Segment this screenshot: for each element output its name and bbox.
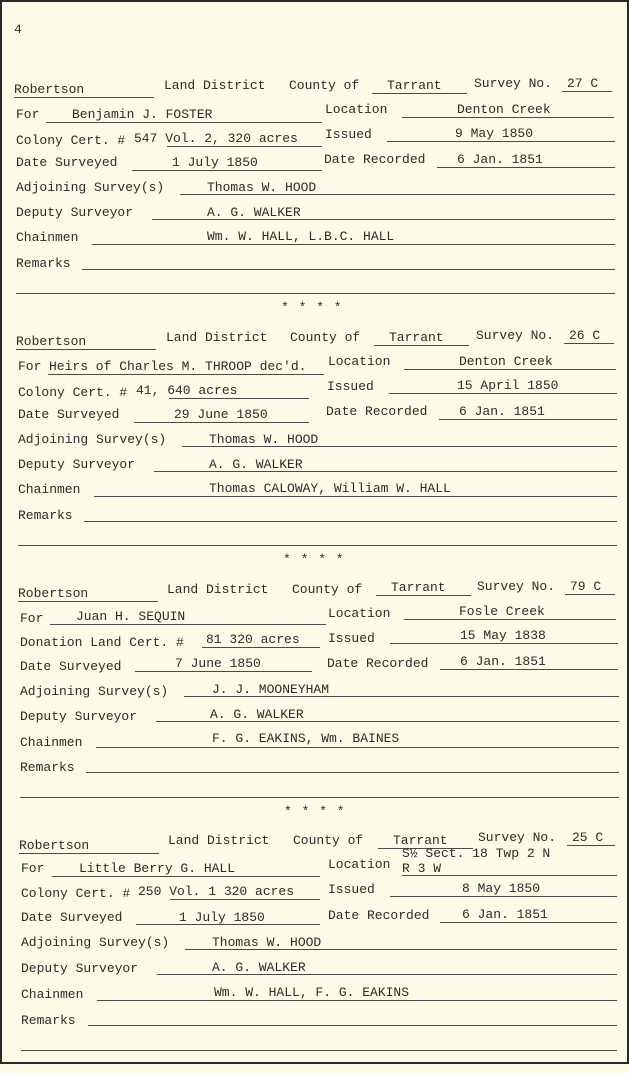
cert-underline: [170, 899, 320, 900]
remarks-line-2: [21, 1050, 617, 1051]
remarks-line-2: [20, 797, 619, 798]
page-number: 4: [14, 22, 22, 37]
date-recorded-underline: [439, 419, 617, 420]
remarks-line-2: [18, 545, 617, 546]
issued-value: 15 May 1838: [460, 628, 546, 643]
chainmen-label: Chainmen: [20, 735, 83, 750]
county-value: Tarrant: [393, 833, 448, 848]
date-surveyed-underline: [134, 422, 309, 423]
district-underline: [19, 853, 159, 854]
date-surveyed-underline: [135, 671, 312, 672]
survey-record: [2, 576, 627, 821]
chainmen-label: Chainmen: [16, 230, 79, 245]
date-surveyed-value: 7 June 1850: [175, 656, 261, 671]
deputy-label: Deputy Surveyor: [18, 457, 136, 472]
survey-record: [2, 828, 627, 1073]
for-label: For: [21, 861, 45, 876]
location-value: Denton Creek: [457, 102, 551, 117]
record-separator: * * * *: [284, 804, 346, 819]
date-recorded-underline: [437, 167, 615, 168]
cert-label: Colony Cert. #: [16, 133, 126, 148]
date-recorded-value: 6 Jan. 1851: [462, 907, 548, 922]
survey-no-value: 27 C: [567, 76, 599, 91]
county-label: County of: [290, 330, 361, 345]
remarks-label: Remarks: [16, 256, 71, 271]
cert-label: Donation Land Cert. #: [20, 635, 184, 650]
location-value: Denton Creek: [459, 354, 553, 369]
cert-label: Colony Cert. #: [18, 385, 128, 400]
chainmen-value: Wm. W. HALL, F. G. EAKINS: [214, 985, 410, 1000]
date-surveyed-value: 1 July 1850: [179, 910, 265, 925]
for-value: Benjamin J. FOSTER: [72, 107, 213, 122]
land-district-label: Land District: [164, 78, 266, 93]
county-underline: [372, 93, 467, 94]
deputy-label: Deputy Surveyor: [20, 709, 138, 724]
deputy-underline: [156, 721, 619, 722]
survey-no-underline: [562, 91, 612, 92]
location-label: Location: [325, 102, 388, 117]
chainmen-underline: [96, 747, 619, 748]
survey-no-value: 25 C: [572, 830, 604, 845]
remarks-underline: [82, 269, 615, 270]
county-label: County of: [292, 582, 363, 597]
date-recorded-value: 6 Jan. 1851: [460, 654, 546, 669]
district-underline: [16, 349, 156, 350]
adjoining-value: Thomas W. HOOD: [209, 432, 319, 447]
cert-underline: [202, 647, 320, 648]
issued-label: Issued: [328, 882, 375, 897]
issued-underline: [390, 896, 617, 897]
deputy-value: A. G. WALKER: [210, 707, 304, 722]
location-label: Location: [328, 857, 391, 872]
remarks-underline: [86, 772, 619, 773]
district-underline: [14, 97, 154, 98]
chainmen-label: Chainmen: [21, 987, 84, 1002]
location-label: Location: [328, 606, 391, 621]
land-district-label: Land District: [167, 582, 269, 597]
county-value: Tarrant: [389, 330, 444, 345]
adjoining-label: Adjoining Survey(s): [16, 180, 165, 195]
deputy-underline: [154, 471, 617, 472]
chainmen-underline: [92, 244, 615, 245]
cert-value: 547 Vol. 2, 320 acres: [134, 131, 298, 146]
survey-no-label: Survey No.: [477, 579, 556, 594]
date-surveyed-underline: [132, 170, 322, 171]
survey-record: [2, 72, 627, 317]
issued-value: 9 May 1850: [455, 126, 534, 141]
adjoining-underline: [184, 696, 619, 697]
chainmen-underline: [94, 496, 617, 497]
location-value: S½ Sect. 18 Twp 2 N: [402, 846, 551, 861]
date-surveyed-label: Date Surveyed: [20, 659, 122, 674]
for-value: Juan H. SEQUIN: [76, 609, 186, 624]
survey-no-underline: [567, 845, 615, 846]
date-recorded-label: Date Recorded: [327, 656, 429, 671]
deputy-label: Deputy Surveyor: [16, 205, 134, 220]
land-district-label: Land District: [166, 330, 268, 345]
chainmen-label: Chainmen: [18, 482, 81, 497]
for-label: For: [16, 107, 40, 122]
date-surveyed-label: Date Surveyed: [21, 910, 123, 925]
land-district-label: Land District: [168, 833, 270, 848]
chainmen-underline: [97, 1000, 617, 1001]
for-underline: [48, 374, 324, 375]
date-recorded-underline: [440, 669, 618, 670]
remarks-underline: [88, 1025, 617, 1026]
deputy-value: A. G. WALKER: [209, 457, 303, 472]
survey-record: [2, 324, 627, 569]
record-separator: * * * *: [283, 552, 345, 567]
location-underline: [402, 875, 617, 876]
for-underline: [46, 122, 322, 123]
for-value: Heirs of Charles M. THROOP dec'd.: [49, 359, 307, 374]
adjoining-value: Thomas W. HOOD: [207, 180, 317, 195]
district-underline: [18, 601, 158, 602]
county-label: County of: [289, 78, 360, 93]
date-recorded-value: 6 Jan. 1851: [459, 404, 545, 419]
date-recorded-underline: [440, 922, 617, 923]
location-value-line2: R 3 W: [402, 861, 442, 876]
for-underline: [50, 624, 326, 625]
remarks-underline: [84, 521, 617, 522]
chainmen-value: Thomas CALOWAY, William W. HALL: [209, 481, 451, 496]
county-label: County of: [293, 833, 364, 848]
district-value: Robertson: [18, 586, 89, 601]
location-label: Location: [328, 354, 391, 369]
date-surveyed-underline: [136, 924, 320, 925]
adjoining-label: Adjoining Survey(s): [20, 684, 169, 699]
deputy-underline: [152, 219, 615, 220]
issued-label: Issued: [327, 379, 374, 394]
deputy-label: Deputy Surveyor: [21, 961, 139, 976]
adjoining-label: Adjoining Survey(s): [21, 935, 170, 950]
adjoining-label: Adjoining Survey(s): [18, 432, 167, 447]
remarks-label: Remarks: [18, 508, 73, 523]
survey-no-underline: [564, 343, 614, 344]
adjoining-underline: [180, 194, 615, 195]
adjoining-value: Thomas W. HOOD: [212, 935, 322, 950]
cert-underline: [167, 146, 322, 147]
survey-no-value: 26 C: [569, 328, 601, 343]
issued-underline: [389, 393, 617, 394]
location-underline: [404, 369, 616, 370]
remarks-label: Remarks: [20, 760, 75, 775]
for-label: For: [20, 611, 44, 626]
date-surveyed-value: 29 June 1850: [174, 407, 268, 422]
date-surveyed-label: Date Surveyed: [16, 155, 118, 170]
date-recorded-value: 6 Jan. 1851: [457, 152, 543, 167]
survey-no-value: 79 C: [570, 579, 602, 594]
issued-value: 15 April 1850: [457, 378, 559, 393]
cert-value: 41, 640 acres: [136, 383, 238, 398]
deputy-value: A. G. WALKER: [207, 205, 301, 220]
adjoining-underline: [185, 949, 617, 950]
survey-no-label: Survey No.: [476, 328, 555, 343]
for-value: Little Berry G. HALL: [79, 861, 236, 876]
cert-underline: [169, 398, 309, 399]
adjoining-underline: [182, 446, 617, 447]
issued-underline: [387, 141, 615, 142]
location-underline: [402, 117, 614, 118]
date-recorded-label: Date Recorded: [328, 908, 430, 923]
date-recorded-label: Date Recorded: [326, 404, 428, 419]
cert-value: 250 Vol. 1 320 acres: [138, 884, 295, 899]
adjoining-value: J. J. MOONEYHAM: [212, 682, 330, 697]
issued-label: Issued: [328, 631, 375, 646]
county-underline: [374, 345, 469, 346]
county-underline: [376, 595, 471, 596]
issued-value: 8 May 1850: [462, 881, 541, 896]
survey-no-label: Survey No.: [474, 76, 553, 91]
chainmen-value: Wm. W. HALL, L.B.C. HALL: [207, 229, 395, 244]
survey-no-label: Survey No.: [478, 830, 557, 845]
district-value: Robertson: [16, 334, 87, 349]
remarks-line-2: [16, 293, 615, 294]
cert-label: Colony Cert. #: [21, 886, 131, 901]
issued-label: Issued: [325, 127, 372, 142]
county-value: Tarrant: [391, 580, 446, 595]
remarks-label: Remarks: [21, 1013, 76, 1028]
chainmen-value: F. G. EAKINS, Wm. BAINES: [212, 731, 400, 746]
cert-value: 81 320 acres: [206, 632, 300, 647]
survey-no-underline: [565, 594, 615, 595]
deputy-value: A. G. WALKER: [212, 960, 306, 975]
for-label: For: [18, 359, 42, 374]
date-recorded-label: Date Recorded: [324, 152, 426, 167]
county-value: Tarrant: [387, 78, 442, 93]
deputy-underline: [157, 974, 617, 975]
location-value: Fosle Creek: [459, 604, 545, 619]
for-underline: [52, 876, 320, 877]
district-value: Robertson: [19, 838, 90, 853]
date-surveyed-label: Date Surveyed: [18, 407, 120, 422]
issued-underline: [390, 643, 618, 644]
location-underline: [404, 619, 616, 620]
date-surveyed-value: 1 July 1850: [172, 155, 258, 170]
record-separator: * * * *: [281, 300, 343, 315]
district-value: Robertson: [14, 82, 85, 97]
